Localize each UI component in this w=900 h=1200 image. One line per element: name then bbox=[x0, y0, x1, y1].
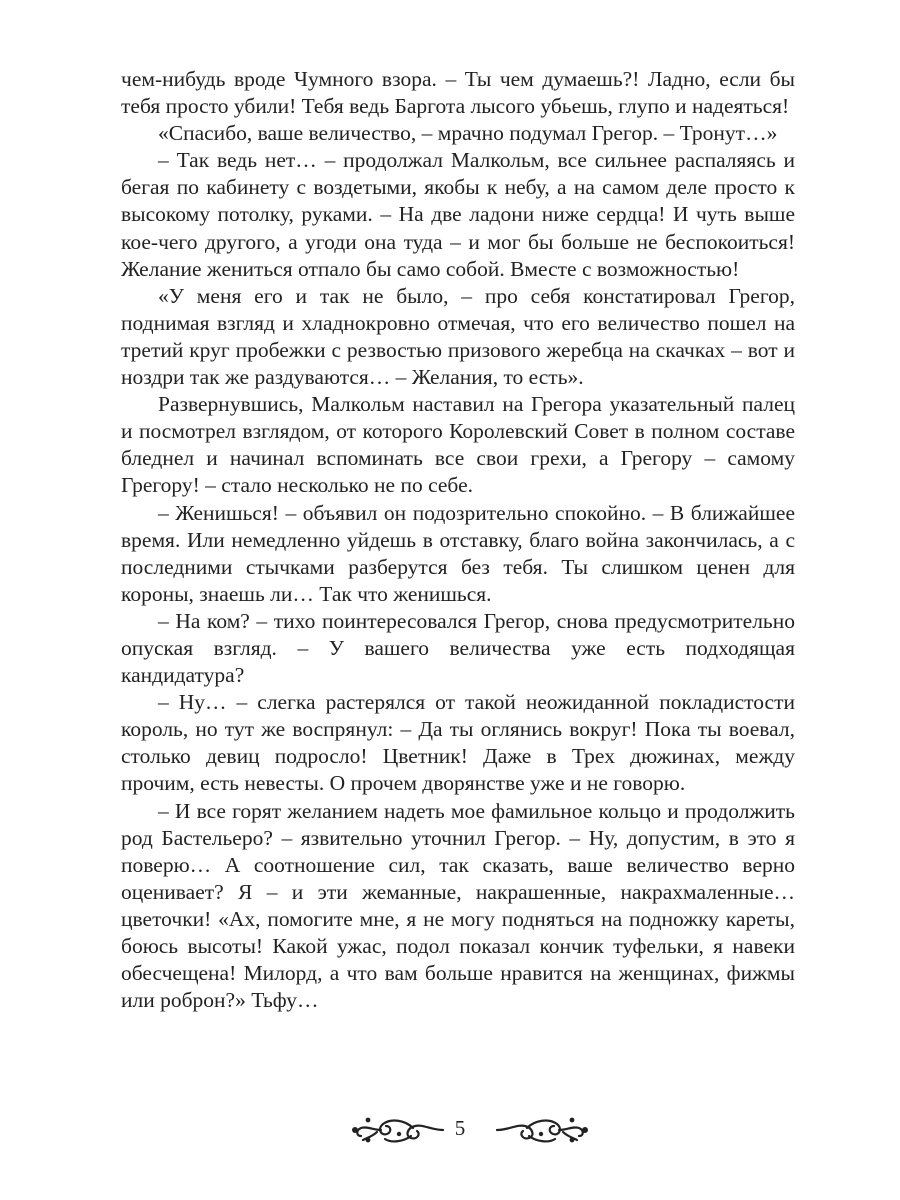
paragraph: – Так ведь нет… – продолжал Малкольм, все сильнее распаляясь и бегая по кабинету с воздетыми, якобы к небу, а на самом деле просто к высокому потолку, руками. – На две ладони ниже сердца! И чуть выше кое-чего другого, а угоди она туда – и мог бы больше не беспокоиться! Желание жениться отпало бы само собой. Вместе с возможностью! bbox=[121, 148, 795, 281]
right-flourish-icon bbox=[493, 1112, 593, 1148]
paragraph: чем-нибудь вроде Чумного взора. – Ты чем думаешь?! Ладно, если бы тебя просто убили! Тебя ведь Баргота лысого убьешь, глупо и надеяться! bbox=[121, 67, 795, 119]
paragraph: – И все горят желанием надеть мое фамильное кольцо и продолжить род Бастельеро? – язвительно уточнил Грегор. – Ну, допустим, в это я поверю… А соотношение сил, так сказать, ваше величество верно оценивает? Я – и эти жеманные, накрашенные, накрахмаленные… цветочки! «Ах, помогите мне, я не могу подняться на подножку кареты, боюсь высоты! Какой ужас, подол показал кончик туфельки, я навеки обесчещена! Милорд, а что вам больше нравится на женщинах, фижмы или роброн?» Тьфу… bbox=[121, 798, 795, 1013]
paragraph: – На ком? – тихо поинтересовался Грегор, снова предусмотрительно опуская взгляд. – У вашего величества уже есть подходящая кандидатура? bbox=[121, 608, 795, 688]
page-number: 5 bbox=[454, 1116, 466, 1140]
left-flourish-icon bbox=[347, 1112, 447, 1148]
paragraph: «У меня его и так не было, – про себя констатировал Грегор, поднимая взгляд и хладнокровно отмечая, что его величество пошел на третий круг пробежки с резвостью призового жеребца на скачках – вот и ноздри так же раздуваются… – Желания, то есть». bbox=[121, 283, 795, 390]
paragraph: Развернувшись, Малкольм наставил на Грегора указательный палец и посмотрел взглядом, от которого Королевский Совет в полном составе бледнел и начинал вспоминать все свои грехи, а Грегору – самому Грегору! – стало несколько не по себе. bbox=[121, 392, 795, 498]
paragraph: – Женишься! – объявил он подозрительно спокойно. – В ближайшее время. Или немедленно уйдешь в отставку, благо война закончилась, а с последними стычками разберутся без тебя. Ты слишком ценен для короны, знаешь ли… Так что женишься. bbox=[121, 500, 795, 606]
body-text bbox=[121, 66, 795, 1014]
paragraph: – Ну… – слегка растерялся от такой неожиданной покладистости король, но тут же воспрянул: – Да ты оглянись вокруг! Пока ты воевал, столько девиц подросло! Цветник! Даже в Трех дюжинах, между прочим, есть невесты. О прочем дворянстве уже и не говорю. bbox=[121, 690, 795, 796]
paragraph: «Спасибо, ваше величество, – мрачно подумал Грегор. – Тронут…» bbox=[158, 121, 778, 146]
page-footer bbox=[0, 1112, 900, 1152]
